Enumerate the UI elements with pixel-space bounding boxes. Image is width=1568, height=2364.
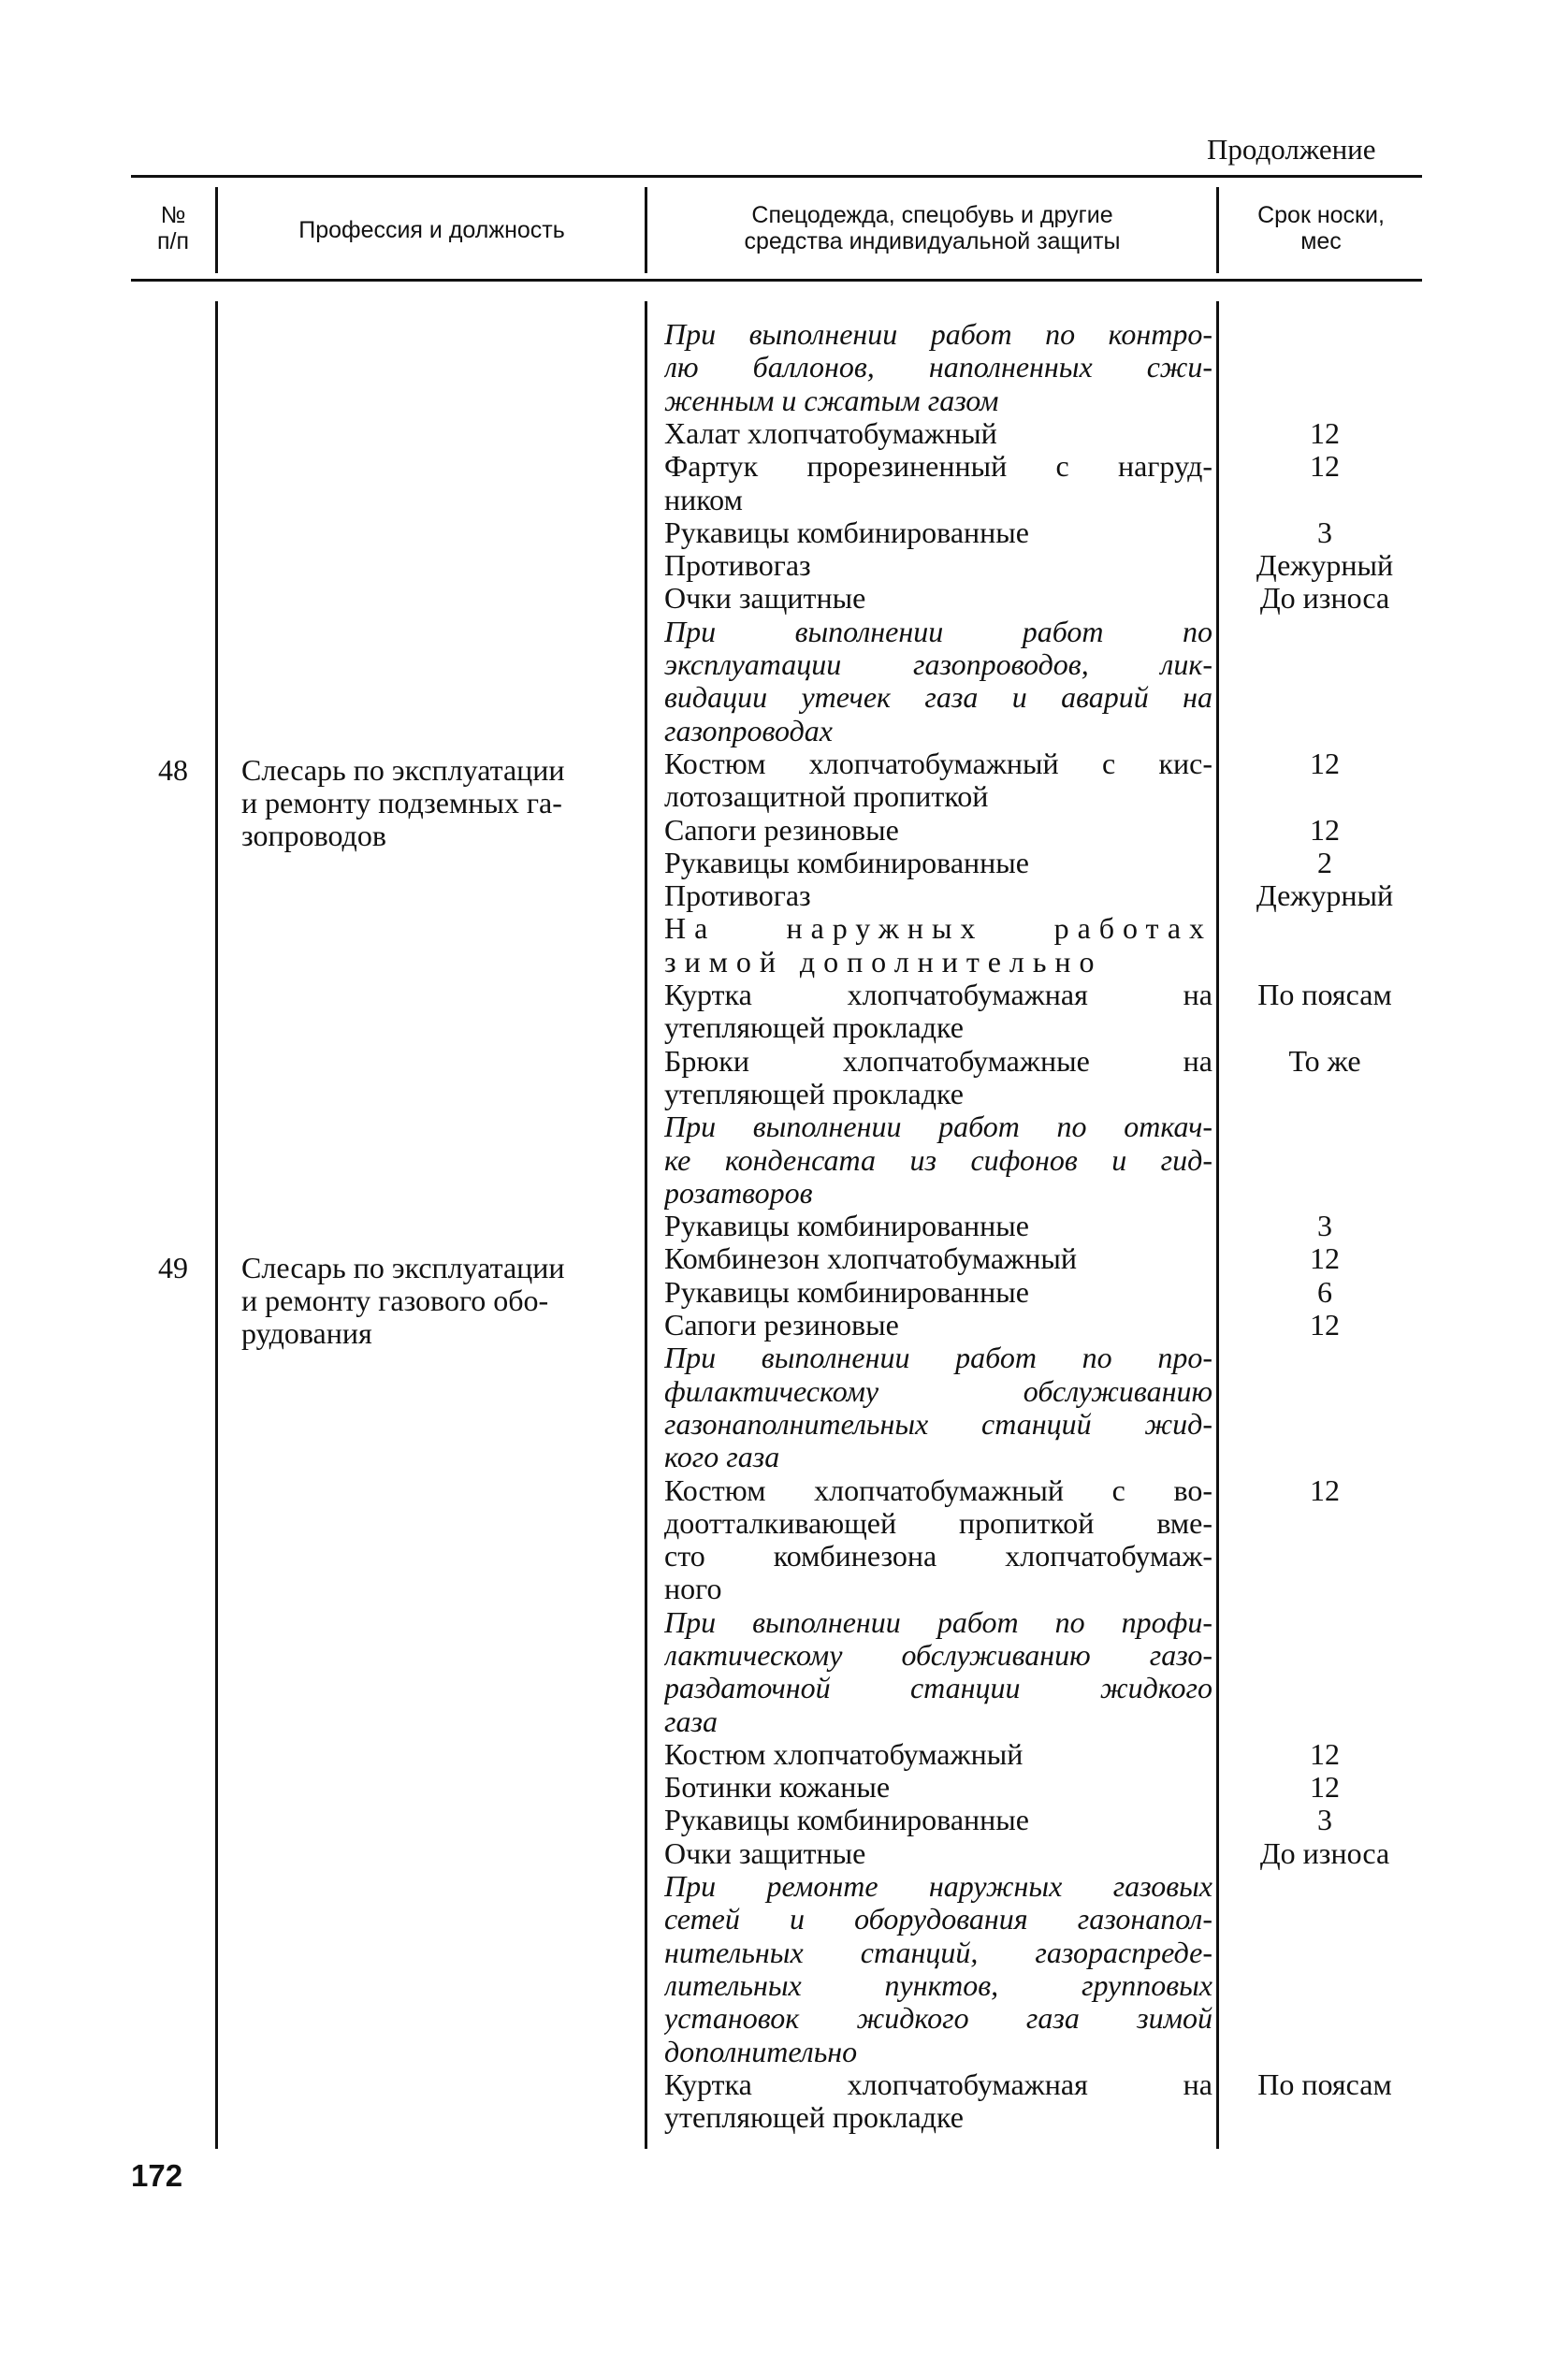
- row-profession-48: [241, 754, 644, 852]
- equipment-item: Противогаз: [664, 879, 811, 912]
- equipment-section-heading: При выполнении работ по контро-: [664, 318, 1212, 351]
- header-divider-3: [1216, 187, 1219, 273]
- equipment-item: На наружных работах: [664, 912, 1212, 945]
- wear-term: 3: [1317, 1209, 1332, 1242]
- row-number-49: 49: [158, 1251, 188, 1284]
- equipment-item: Очки защитные: [664, 1837, 866, 1870]
- equipment-item: Рукавицы комбинированные: [664, 1210, 1029, 1242]
- equipment-item: доотталкивающей пропиткой вме-: [664, 1507, 1212, 1540]
- header-number-abbr: п/п: [156, 228, 190, 254]
- equipment-section-heading: газопроводах: [664, 715, 833, 747]
- wear-term: По поясам: [1257, 978, 1392, 1011]
- equipment-item: Костюм хлопчатобумажный: [664, 1738, 1024, 1771]
- header-term: [1220, 202, 1422, 254]
- row-number-48: 48: [158, 753, 188, 787]
- wear-term: 12: [1310, 813, 1340, 847]
- table-top-rule: [131, 175, 1422, 178]
- equipment-item: Очки защитные: [664, 582, 866, 615]
- header-divider-2: [645, 187, 647, 273]
- profession-line: Слесарь по эксплуатации: [241, 753, 565, 787]
- profession-line: и ремонту газового обо-: [241, 1284, 549, 1317]
- wear-term: То же: [1288, 1044, 1361, 1078]
- equipment-item: Сапоги резиновые: [664, 1309, 899, 1342]
- equipment-item: Рукавицы комбинированные: [664, 1276, 1029, 1309]
- continuation-label: Продолжение: [1207, 133, 1376, 166]
- equipment-section-heading: розатворов: [664, 1177, 813, 1210]
- equipment-section-heading: нительных станций, газораспреде-: [664, 1936, 1212, 1969]
- equipment-item: Костюм хлопчатобумажный с кис-: [664, 747, 1212, 780]
- equipment-section-heading: лактическому обслуживанию газо-: [664, 1639, 1212, 1672]
- body-divider-3: [1216, 301, 1219, 2149]
- header-equipment-line-1: Спецодежда, спецобувь и другие: [751, 202, 1113, 228]
- wear-term: 6: [1317, 1275, 1332, 1309]
- wear-term: До износа: [1259, 1836, 1390, 1870]
- table-header-rule: [131, 279, 1422, 282]
- wear-term: 12: [1310, 449, 1340, 483]
- header-equipment-line-2: средства индивидуальной защиты: [744, 228, 1121, 254]
- equipment-item: ного: [664, 1573, 722, 1605]
- equipment-section-heading: ке конденсата из сифонов и гид-: [664, 1144, 1212, 1177]
- equipment-item: зимой дополнительно: [664, 946, 1103, 979]
- wear-term: 12: [1310, 747, 1340, 780]
- equipment-item: утепляющей прокладке: [664, 1078, 964, 1110]
- equipment-section-heading: При выполнении работ по: [664, 616, 1212, 648]
- equipment-section-heading: лю баллонов, наполненных сжи-: [664, 351, 1212, 384]
- equipment-item: Фартук прорезиненный с нагруд-: [664, 450, 1212, 483]
- header-number: [131, 202, 215, 254]
- wear-term: 12: [1310, 416, 1340, 450]
- equipment-item: Противогаз: [664, 549, 811, 582]
- equipment-item: Рукавицы комбинированные: [664, 847, 1029, 879]
- equipment-item: сто комбинезона хлопчатобумаж-: [664, 1540, 1212, 1573]
- body-divider-1: [215, 301, 218, 2149]
- wear-term: 12: [1310, 1473, 1340, 1507]
- header-equipment: [648, 202, 1216, 254]
- header-number-sign: №: [160, 202, 186, 228]
- equipment-section-heading: газа: [664, 1705, 718, 1738]
- profession-line: Слесарь по эксплуатации: [241, 1251, 565, 1284]
- wear-term: 2: [1317, 846, 1332, 879]
- row-profession-49: [241, 1252, 644, 1350]
- equipment-item: Халат хлопчатобумажный: [664, 417, 997, 450]
- equipment-section-heading: установок жидкого газа зимой: [664, 2002, 1212, 2035]
- wear-term: 3: [1317, 515, 1332, 549]
- profession-line: зопроводов: [241, 819, 386, 852]
- equipment-item: Куртка хлопчатобумажная на: [664, 979, 1212, 1011]
- wear-term: 12: [1310, 1737, 1340, 1771]
- equipment-section-heading: филактическому обслуживанию: [664, 1375, 1212, 1408]
- equipment-item: Рукавицы комбинированные: [664, 516, 1029, 549]
- equipment-section-heading: газонаполнительных станций жид-: [664, 1408, 1212, 1441]
- header-term-line-1: Срок носки,: [1257, 202, 1385, 228]
- equipment-section-heading: При выполнении работ по профи-: [664, 1606, 1212, 1639]
- equipment-item: ником: [664, 484, 743, 516]
- equipment-section-heading: женным и сжатым газом: [664, 384, 999, 417]
- wear-term: По поясам: [1257, 2067, 1392, 2101]
- equipment-item: утепляющей прокладке: [664, 2101, 964, 2134]
- equipment-section-heading: дополнительно: [664, 2036, 858, 2068]
- header-term-line-2: мес: [1300, 228, 1342, 254]
- equipment-item: Костюм хлопчатобумажный с во-: [664, 1474, 1212, 1507]
- wear-term: 3: [1317, 1803, 1332, 1836]
- equipment-section-heading: лительных пунктов, групповых: [664, 1969, 1212, 2002]
- equipment-item: Ботинки кожаные: [664, 1771, 891, 1804]
- equipment-item: Сапоги резиновые: [664, 814, 899, 847]
- profession-line: и ремонту подземных га-: [241, 786, 562, 819]
- wear-term: 12: [1310, 1308, 1340, 1342]
- equipment-section-heading: видации утечек газа и аварий на: [664, 681, 1212, 714]
- equipment-section-heading: При выполнении работ по откач-: [664, 1110, 1212, 1143]
- equipment-section-heading: кого газа: [664, 1441, 780, 1473]
- body-divider-2: [645, 301, 647, 2149]
- equipment-section-heading: раздаточной станции жидкого: [664, 1672, 1212, 1704]
- wear-term: Дежурный: [1256, 878, 1394, 912]
- equipment-section-heading: При выполнении работ по про-: [664, 1342, 1212, 1374]
- header-divider-1: [215, 187, 218, 273]
- wear-term: Дежурный: [1256, 548, 1394, 582]
- wear-term: 12: [1310, 1241, 1340, 1275]
- equipment-section-heading: эксплуатации газопроводов, лик-: [664, 648, 1212, 681]
- header-profession: Профессия и должность: [298, 217, 565, 243]
- equipment-item: лотозащитной пропиткой: [664, 780, 989, 813]
- equipment-item: Куртка хлопчатобумажная на: [664, 2068, 1212, 2101]
- page-number: 172: [131, 2158, 183, 2193]
- equipment-section-heading: сетей и оборудования газонапол-: [664, 1903, 1212, 1936]
- equipment-item: Рукавицы комбинированные: [664, 1804, 1029, 1836]
- profession-line: рудования: [241, 1316, 372, 1350]
- equipment-section-heading: При ремонте наружных газовых: [664, 1870, 1212, 1903]
- wear-term: До износа: [1259, 581, 1390, 615]
- equipment-item: Брюки хлопчатобумажные на: [664, 1045, 1212, 1078]
- equipment-item: утепляющей прокладке: [664, 1011, 964, 1044]
- wear-term: 12: [1310, 1770, 1340, 1804]
- equipment-item: Комбинезон хлопчатобумажный: [664, 1242, 1077, 1275]
